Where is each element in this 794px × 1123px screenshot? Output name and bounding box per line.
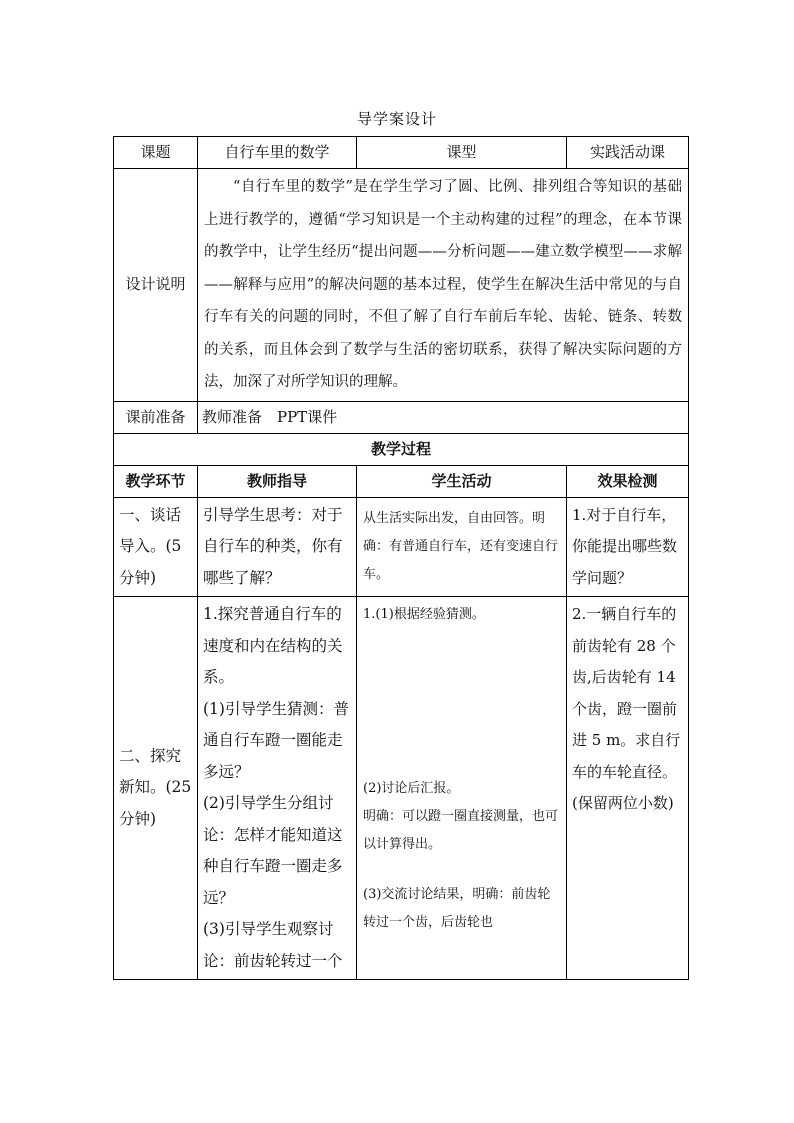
row2-student-p2: (2)讨论后汇报。	[363, 781, 460, 796]
row2-effect: 2.一辆自行车的前齿轮有 28 个齿,后齿轮有 14 个齿，蹬一圈前进 5 m。求自行车的车轮直径。(保留两位小数)	[567, 597, 689, 980]
row2-student-p1: 1.(1)根据经验猜测。	[363, 607, 485, 622]
row2-teacher-p3: (2)引导学生分组讨论：怎样才能知道这种自行车蹬一圈走多远？	[203, 794, 343, 907]
col-student: 学生活动	[357, 465, 567, 497]
row2-student-p3: 明确：可以蹬一圈直接测量，也可以计算得出。	[363, 809, 559, 852]
table-row	[114, 597, 689, 980]
lesson-plan-table	[113, 136, 689, 980]
row1-effect: 1.对于自行车，你能提出哪些数学问题？	[567, 497, 689, 597]
col-teacher: 教师指导	[198, 465, 357, 497]
prep-label: 课前准备	[114, 401, 198, 433]
row2-teacher-p4: (3)引导学生观察讨论：前齿轮转过一个	[203, 920, 343, 970]
row2-student	[357, 597, 567, 980]
row2-teacher-p1: 1.探究普通自行车的速度和内在结构的关系。	[203, 605, 343, 686]
col-effect: 效果检测	[567, 465, 689, 497]
topic-value: 自行车里的数学	[198, 137, 357, 169]
table-row	[114, 497, 689, 597]
design-row	[114, 169, 689, 402]
header-row	[114, 137, 689, 169]
prep-value: 教师准备 PPT课件	[198, 401, 689, 433]
row2-student-p4: (3)交流讨论结果，明确：前齿轮转过一个齿，后齿轮也	[363, 887, 551, 930]
row1-student: 从生活实际出发，自由回答。明确：有普通自行车，还有变速自行车。	[357, 497, 567, 597]
col-stage: 教学环节	[114, 465, 198, 497]
design-label: 设计说明	[114, 169, 198, 402]
row1-teacher: 引导学生思考：对于自行车的种类，你有哪些了解？	[198, 497, 357, 597]
prep-row	[114, 401, 689, 433]
row1-stage: 一、谈话导入。(5分钟)	[114, 497, 198, 597]
row2-teacher-p2: (1)引导学生猜测：普通自行车蹬一圈能走多远？	[203, 699, 349, 781]
column-header-row	[114, 465, 689, 497]
type-label: 课型	[357, 137, 567, 169]
row2-stage: 二、探究新知。(25分钟)	[114, 597, 198, 980]
row2-teacher	[198, 597, 357, 980]
type-value: 实践活动课	[567, 137, 689, 169]
document-title: 导学案设计	[356, 110, 437, 128]
topic-label: 课题	[114, 137, 198, 169]
design-text: “自行车里的数学”是在学生学习了圆、比例、排列组合等知识的基础上进行教学的，遵循“学习知识是一个主动构建的过程”的理念，在本节课的教学中，让学生经历“提出问题——分析问题——建立数学模型——求解——解释与应用”的解决问题的基本过程，使学生在解决生活中常见的与自行车有关的问题的同时，不但了解了自行车前后车轮、齿轮、链条、转数的关系，而且体会到了数学与生活的密切联系，获得了解决实际问题的方法，加深了对所学知识的理解。	[198, 169, 689, 402]
process-title-row	[114, 433, 689, 465]
process-title: 教学过程	[114, 433, 689, 465]
